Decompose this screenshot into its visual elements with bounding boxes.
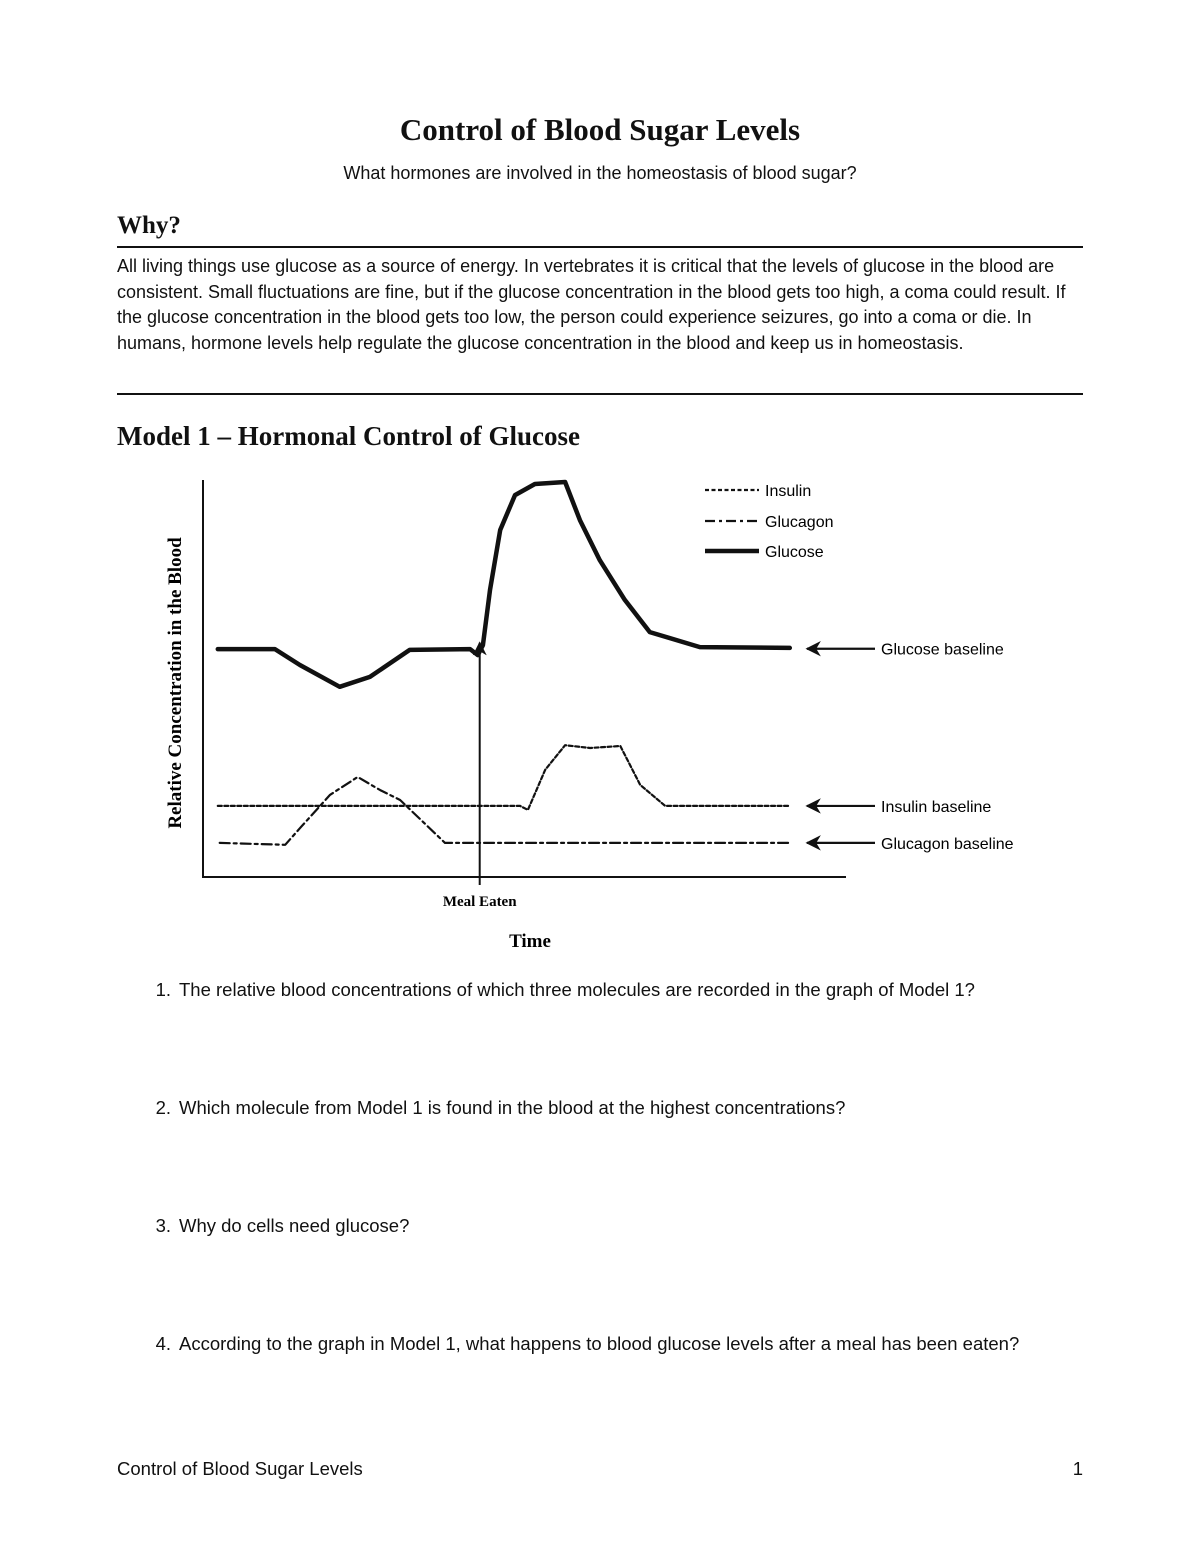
why-paragraph: All living things use glucose as a source of energy. In vertebrates it is critical that the levels of glucose in the blood are consistent. Small fluctuations are fine, but if the glucose concentration in the blood gets too high, a coma could result. If the glucose concentration in the blood gets too low, the person could experience seizures, go into a coma or die. In humans, hormone levels help regulate the glucose concentration in the blood and keep us in homeostasis.: [117, 256, 1066, 353]
question-number: 1.: [155, 979, 171, 1000]
question-text: Why do cells need glucose?: [179, 1215, 410, 1236]
question-text: Which molecule from Model 1 is found in the blood at the highest concentrations?: [179, 1097, 846, 1118]
page-subtitle: What hormones are involved in the homeostasis of blood sugar?: [343, 163, 857, 183]
question-text: The relative blood concentrations of which three molecules are recorded in the graph of Model 1?: [179, 979, 975, 1000]
legend-label-insulin: Insulin: [765, 483, 812, 500]
question-number: 4.: [155, 1333, 171, 1354]
question-number: 3.: [155, 1215, 171, 1236]
meal-eaten-label: Meal Eaten: [442, 894, 517, 910]
series-line-glucagon: [220, 777, 790, 845]
baseline-label: Glucagon baseline: [881, 835, 1014, 853]
question-number: 2.: [155, 1097, 171, 1118]
why-heading: Why?: [117, 212, 181, 239]
page-number: 1: [1072, 1458, 1083, 1479]
question-2: [143, 1094, 1083, 1122]
question-4: [143, 1330, 1083, 1358]
page-title: Control of Blood Sugar Levels: [399, 112, 801, 147]
baseline-label: Glucose baseline: [881, 641, 1004, 659]
question-text: According to the graph in Model 1, what happens to blood glucose levels after a meal has been eaten?: [179, 1333, 1020, 1354]
legend-label-glucose: Glucose: [765, 544, 824, 561]
x-axis-label: Time: [509, 931, 551, 952]
baseline-label: Insulin baseline: [881, 798, 992, 816]
question-3: [143, 1212, 1083, 1240]
model-heading: Model 1 – Hormonal Control of Glucose: [117, 421, 580, 451]
legend-label-glucagon: Glucagon: [765, 514, 834, 531]
question-1: [143, 976, 1083, 1004]
series-line-glucose: [218, 482, 790, 687]
footer-title: Control of Blood Sugar Levels: [117, 1458, 363, 1479]
series-line-insulin: [218, 745, 790, 810]
y-axis-label: Relative Concentration in the Blood: [165, 537, 186, 829]
